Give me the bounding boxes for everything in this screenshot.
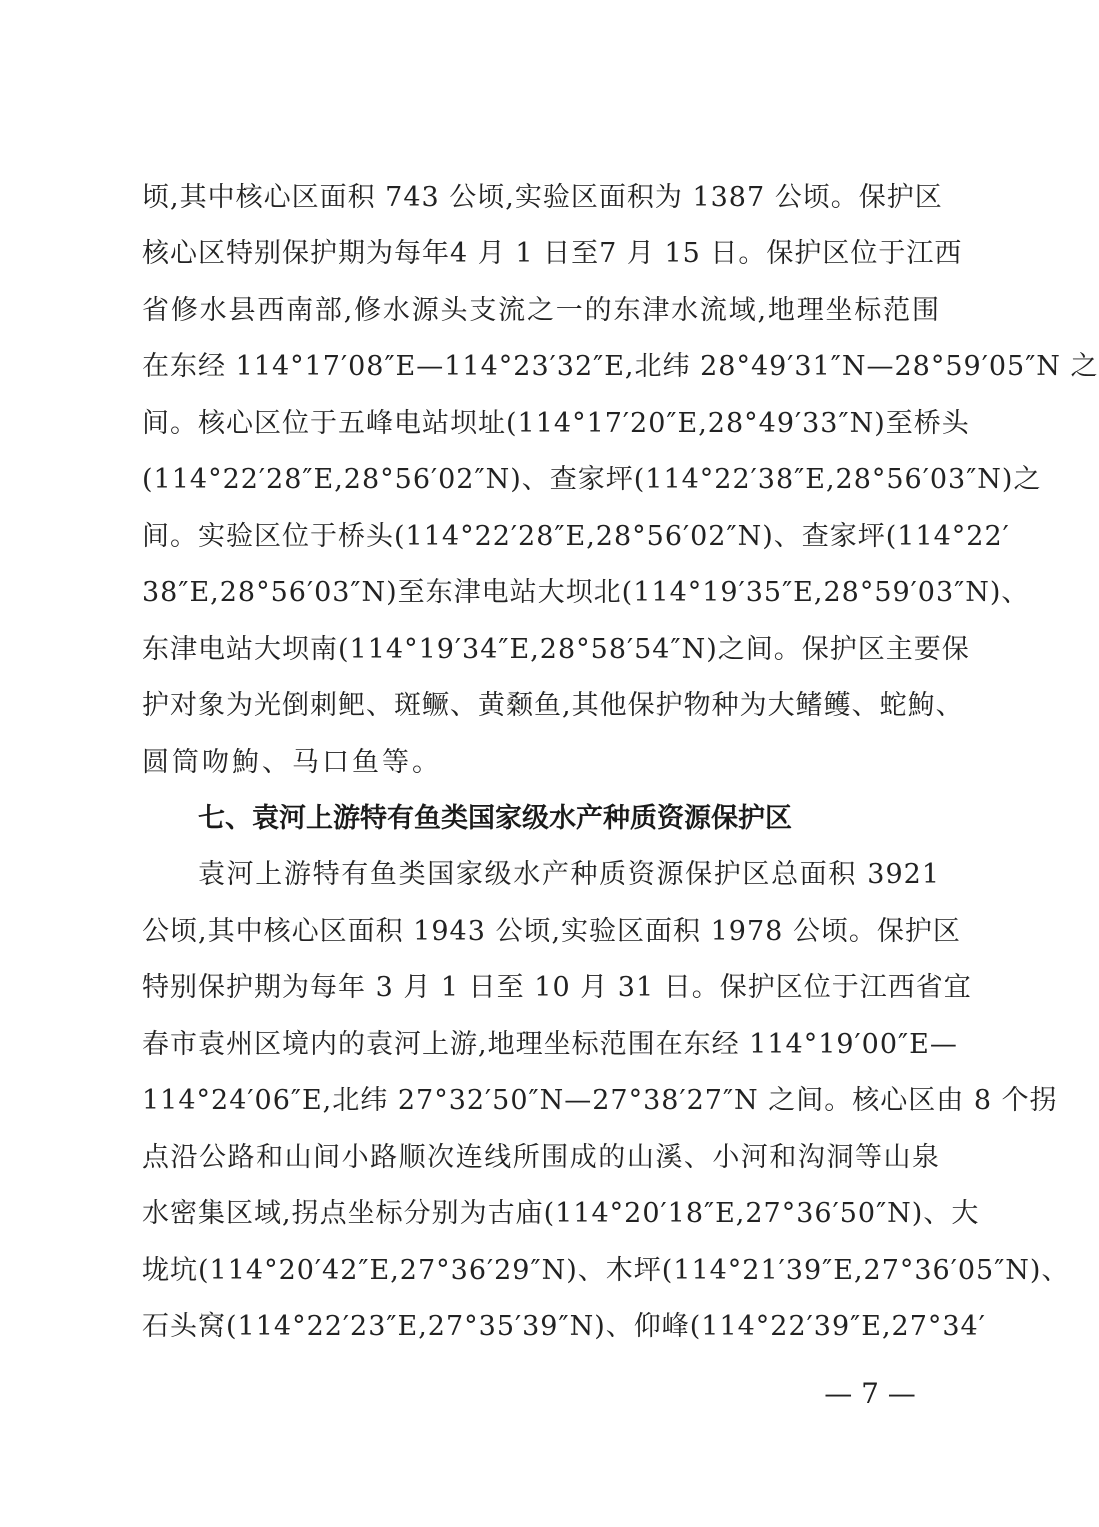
paragraph-line: 核心区特别保护期为每年4 月 1 日至7 月 15 日。保护区位于江西: [142, 238, 963, 269]
paragraph-line: 春市袁州区境内的袁河上游,地理坐标范围在东经 114°19′00″E—: [142, 1029, 958, 1060]
paragraph-line: 间。核心区位于五峰电站坝址(114°17′20″E,28°49′33″N)至桥头: [142, 408, 970, 439]
paragraph-line: 特别保护期为每年 3 月 1 日至 10 月 31 日。保护区位于江西省宜: [142, 972, 972, 1003]
paragraph-line: (114°22′28″E,28°56′02″N)、查家坪(114°22′38″E,28°56′03″N)之: [142, 464, 1042, 495]
paragraph-line: 38″E,28°56′03″N)至东津电站大坝北(114°19′35″E,28°59′03″N)、: [142, 577, 1030, 608]
paragraph-line: 点沿公路和山间小路顺次连线所围成的山溪、小河和沟洞等山泉: [142, 1142, 940, 1173]
paragraph-line: 圆筒吻鮈、马口鱼等。: [142, 747, 442, 778]
paragraph-line: 在东经 114°17′08″E—114°23′32″E,北纬 28°49′31″N—28°59′05″N 之: [142, 351, 1099, 382]
paragraph-line: 垅坑(114°20′42″E,27°36′29″N)、木坪(114°21′39″E,27°36′05″N)、: [142, 1255, 1070, 1286]
paragraph-line: 公顷,其中核心区面积 1943 公顷,实验区面积 1978 公顷。保护区: [142, 916, 961, 947]
paragraph-line: 护对象为光倒刺鲃、斑鳜、黄颡鱼,其他保护物种为大鳍鳠、蛇鮈、: [142, 690, 964, 721]
paragraph-line: 省修水县西南部,修水源头支流之一的东津水流域,地理坐标范围: [142, 295, 940, 326]
paragraph-line: 顷,其中核心区面积 743 公顷,实验区面积为 1387 公顷。保护区: [142, 182, 943, 213]
paragraph-line: 水密集区域,拐点坐标分别为古庙(114°20′18″E,27°36′50″N)、大: [142, 1198, 980, 1229]
paragraph-line: 袁河上游特有鱼类国家级水产种质资源保护区总面积 3921: [198, 859, 940, 890]
page-number: — 7 —: [824, 1377, 916, 1410]
paragraph-line: 石头窝(114°22′23″E,27°35′39″N)、仰峰(114°22′39″E,27°34′: [142, 1311, 986, 1342]
paragraph-line: 东津电站大坝南(114°19′34″E,28°58′54″N)之间。保护区主要保: [142, 634, 970, 665]
paragraph-line: 114°24′06″E,北纬 27°32′50″N—27°38′27″N 之间。核心区由 8 个拐: [142, 1085, 1058, 1116]
section-heading: 七、袁河上游特有鱼类国家级水产种质资源保护区: [198, 803, 792, 834]
paragraph-line: 间。实验区位于桥头(114°22′28″E,28°56′02″N)、查家坪(114°22′: [142, 521, 1010, 552]
